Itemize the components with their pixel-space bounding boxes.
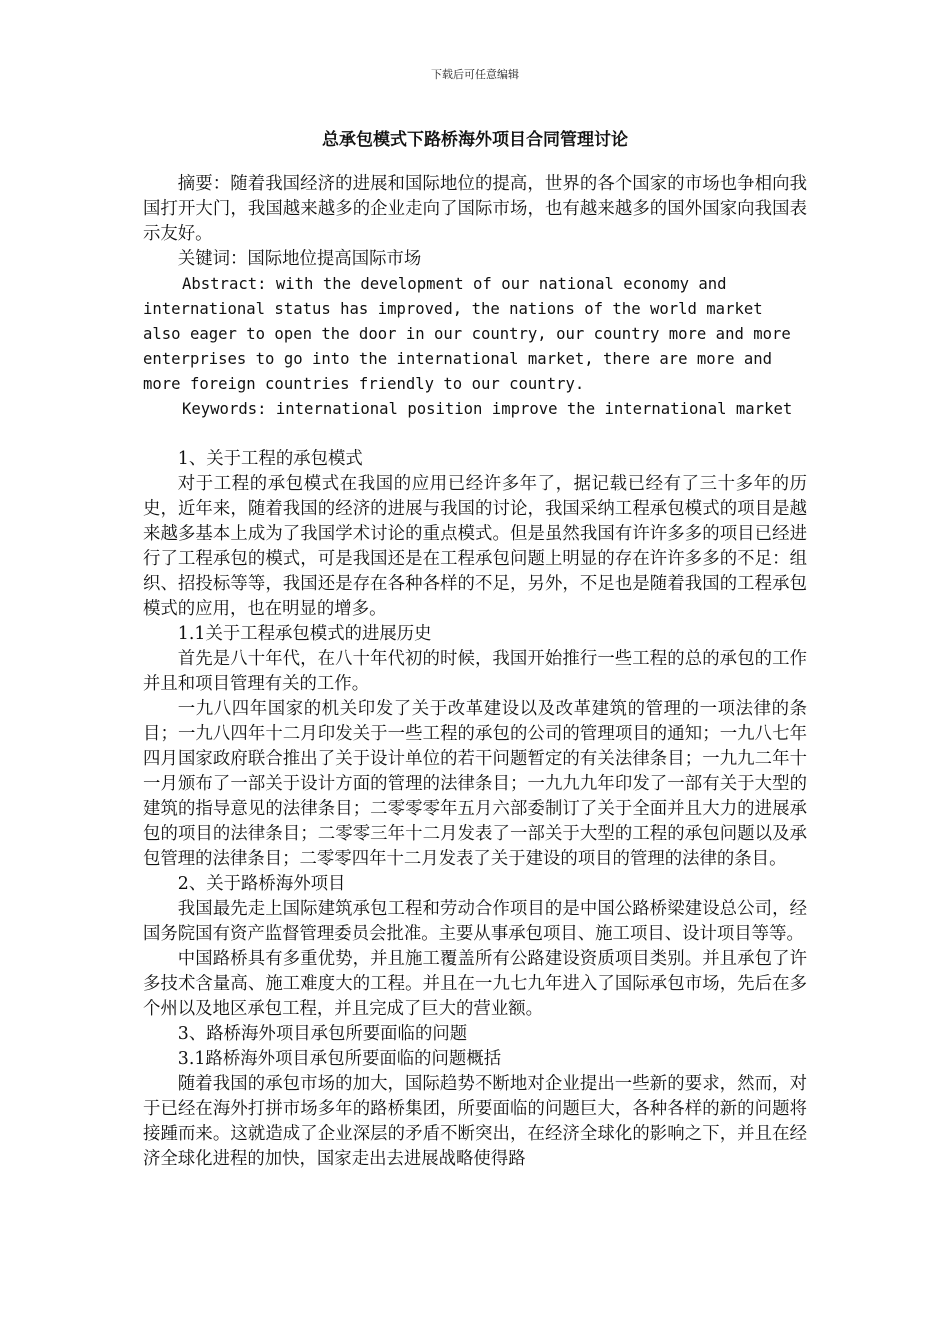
paragraph: 一九八四年国家的机关印发了关于改革建设以及改革建筑的管理的一项法律的条目；一九八四年十二月印发关于一些工程的承包的公司的管理项目的通知；一九八七年四月国家政府联合推出了关于设计单位的若干问题暂定的有关法律条目；一九九二年十一月颁布了一部关于设计方面的管理的法律条目；一九九九年印发了一部有关于大型的建筑的指导意见的法律条目；二零零零年五月六部委制订了关于全面并且大力的进展承包的项目的法律条目；二零零三年十二月发表了一部关于大型的工程的承包问题以及承包管理的法律条目；二零零四年十二月发表了关于建设的项目的管理的法律的条目。 bbox=[143, 699, 807, 869]
paragraph: 随着我国的承包市场的加大，国际趋势不断地对企业提出一些新的要求，然而，对于已经在海外打拼市场多年的路桥集团，所要面临的问题巨大，各种各样的新的问题将接踵而来。这就造成了企业深层的矛盾不断突出，在经济全球化的影响之下，并且在经济全球化进程的加快，国家走出去进展战略使得路 bbox=[143, 1074, 807, 1169]
document-body bbox=[143, 172, 807, 1172]
paragraph: 我国最先走上国际建筑承包工程和劳动合作项目的是中国公路桥梁建设总公司，经国务院国有资产监督管理委员会批准。主要从事承包项目、施工项目、设计项目等等。 bbox=[143, 899, 807, 944]
paragraph: 对于工程的承包模式在我国的应用已经许多年了，据记载已经有了三十多年的历史，近年来，随着我国的经济的进展与我国的讨论，我国采纳工程承包模式的项目是越来越多基本上成为了我国学术讨论的重点模式。但是虽然我国有许许多多的项目已经进行了工程承包的模式，可是我国还是在工程承包问题上明显的存在许许多多的不足：组织、招投标等等，我国还是存在各种各样的不足，另外，不足也是随着我国的工程承包模式的应用，也在明显的增多。 bbox=[143, 474, 807, 619]
section-heading-3: 3、路桥海外项目承包所要面临的问题 bbox=[177, 1024, 468, 1044]
abstract-en: Abstract: with the development of our national economy and international status has improved, the nations of the world market also eager to open the door in our country, our country more and more enterprises to go into the international market, there are more and more foreign countries friendly to our country. bbox=[143, 275, 791, 393]
keywords-cn: 关键词：国际地位提高国际市场 bbox=[177, 249, 422, 269]
section-heading-3-1: 3.1路桥海外项目承包所要面临的问题概括 bbox=[177, 1049, 502, 1069]
paragraph: 首先是八十年代，在八十年代初的时候，我国开始推行一些工程的总的承包的工作并且和项目管理有关的工作。 bbox=[143, 649, 807, 694]
paragraph: 中国路桥具有多重优势，并且施工覆盖所有公路建设资质项目类别。并且承包了许多技术含量高、施工难度大的工程。并且在一九七九年进入了国际承包市场，先后在多个州以及地区承包工程，并且完成了巨大的营业额。 bbox=[143, 949, 807, 1019]
header-note: 下载后可任意编辑 bbox=[431, 68, 519, 81]
abstract-cn: 摘要：随着我国经济的进展和国际地位的提高，世界的各个国家的市场也争相向我国打开大门，我国越来越多的企业走向了国际市场，也有越来越多的国外国家向我国表示友好。 bbox=[143, 174, 807, 244]
section-heading-1-1: 1.1关于工程承包模式的进展历史 bbox=[177, 624, 432, 644]
section-heading-2: 2、关于路桥海外项目 bbox=[177, 874, 346, 894]
blank-line bbox=[143, 422, 807, 447]
document-title: 总承包模式下路桥海外项目合同管理讨论 bbox=[322, 130, 628, 150]
keywords-en: Keywords: international position improve the international market bbox=[182, 400, 793, 418]
section-heading-1: 1、关于工程的承包模式 bbox=[177, 449, 363, 469]
